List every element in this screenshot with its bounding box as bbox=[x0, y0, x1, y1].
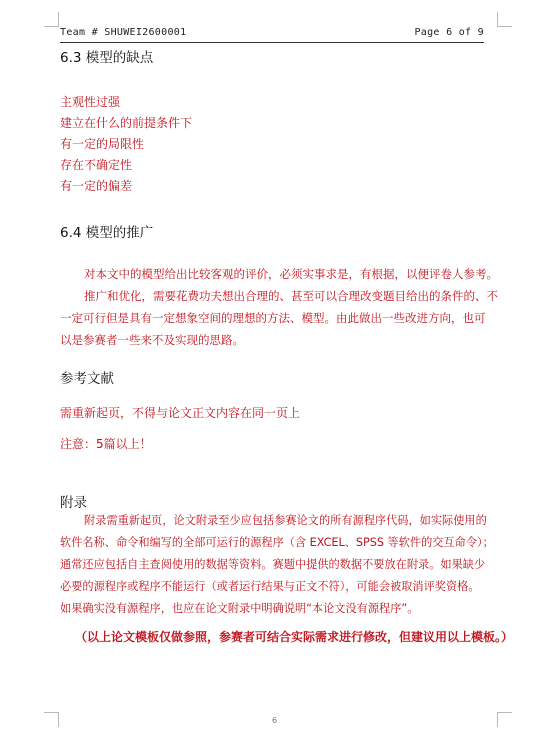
section-6-3-heading: 6.3 模型的缺点 bbox=[60, 50, 154, 66]
page-number: 6 bbox=[272, 716, 278, 725]
running-header bbox=[60, 26, 484, 43]
template-footer-note: （以上论文模板仅做参照，参赛者可结合实际需求进行修改，但建议用以上模板。） bbox=[75, 630, 514, 644]
paragraph-line: 推广和优化，需要花费功夫想出合理的、甚至可以合理改变题目给出的条件的、不 bbox=[84, 289, 498, 303]
crop-mark-bottom-left bbox=[44, 712, 59, 727]
paragraph-line: 软件名称、命令和编写的全部可运行的源程序（含 EXCEL、SPSS 等软件的交互命令）； bbox=[60, 536, 494, 549]
page-indicator: Page 6 of 9 bbox=[414, 27, 484, 38]
crop-mark-top-right bbox=[497, 12, 512, 27]
crop-mark-bottom-right bbox=[497, 712, 512, 727]
appendix-heading: 附录 bbox=[60, 495, 87, 511]
paragraph-line: 一定可行但是具有一定想象空间的理想的方法、模型。由此做出一些改进方向，也可 bbox=[60, 311, 486, 325]
weakness-item: 存在不确定性 bbox=[60, 158, 133, 172]
paragraph-line: 对本文中的模型给出比较客观的评价，必须实事求是，有根据，以便评卷人参考。 bbox=[84, 267, 498, 281]
generalization-paragraph bbox=[60, 263, 500, 351]
weakness-item: 建立在什么的前提条件下 bbox=[60, 116, 193, 130]
weakness-item: 有一定的局限性 bbox=[60, 137, 145, 151]
appendix-paragraph bbox=[60, 510, 500, 620]
weakness-item: 主观性过强 bbox=[60, 95, 121, 109]
references-count-note: 注意：5篇以上！ bbox=[60, 437, 152, 451]
references-heading: 参考文献 bbox=[60, 371, 114, 387]
paragraph-line: 以是参赛者一些来不及实现的思路。 bbox=[60, 333, 244, 347]
weakness-item: 有一定的偏差 bbox=[60, 179, 133, 193]
paragraph-line: 通常还应包括自主查阅使用的数据等资料。赛题中提供的数据不要放在附录。如果缺少 bbox=[60, 558, 486, 571]
paragraph-line: 必要的源程序或程序不能运行（或者运行结果与正文不符），可能会被取消评奖资格。 bbox=[60, 580, 480, 593]
paragraph-line: 附录需重新起页，论文附录至少应包括参赛论文的所有源程序代码，如实际使用的 bbox=[84, 514, 487, 527]
section-6-4-heading: 6.4 模型的推广 bbox=[60, 225, 154, 241]
references-note: 需重新起页，不得与论文正文内容在同一页上 bbox=[60, 406, 301, 420]
crop-mark-top-left bbox=[44, 12, 59, 27]
paragraph-line: 如果确实没有源程序，也应在论文附录中明确说明“本论文没有源程序”。 bbox=[60, 602, 419, 615]
team-id: Team # SHUWEI2600001 bbox=[60, 27, 187, 38]
